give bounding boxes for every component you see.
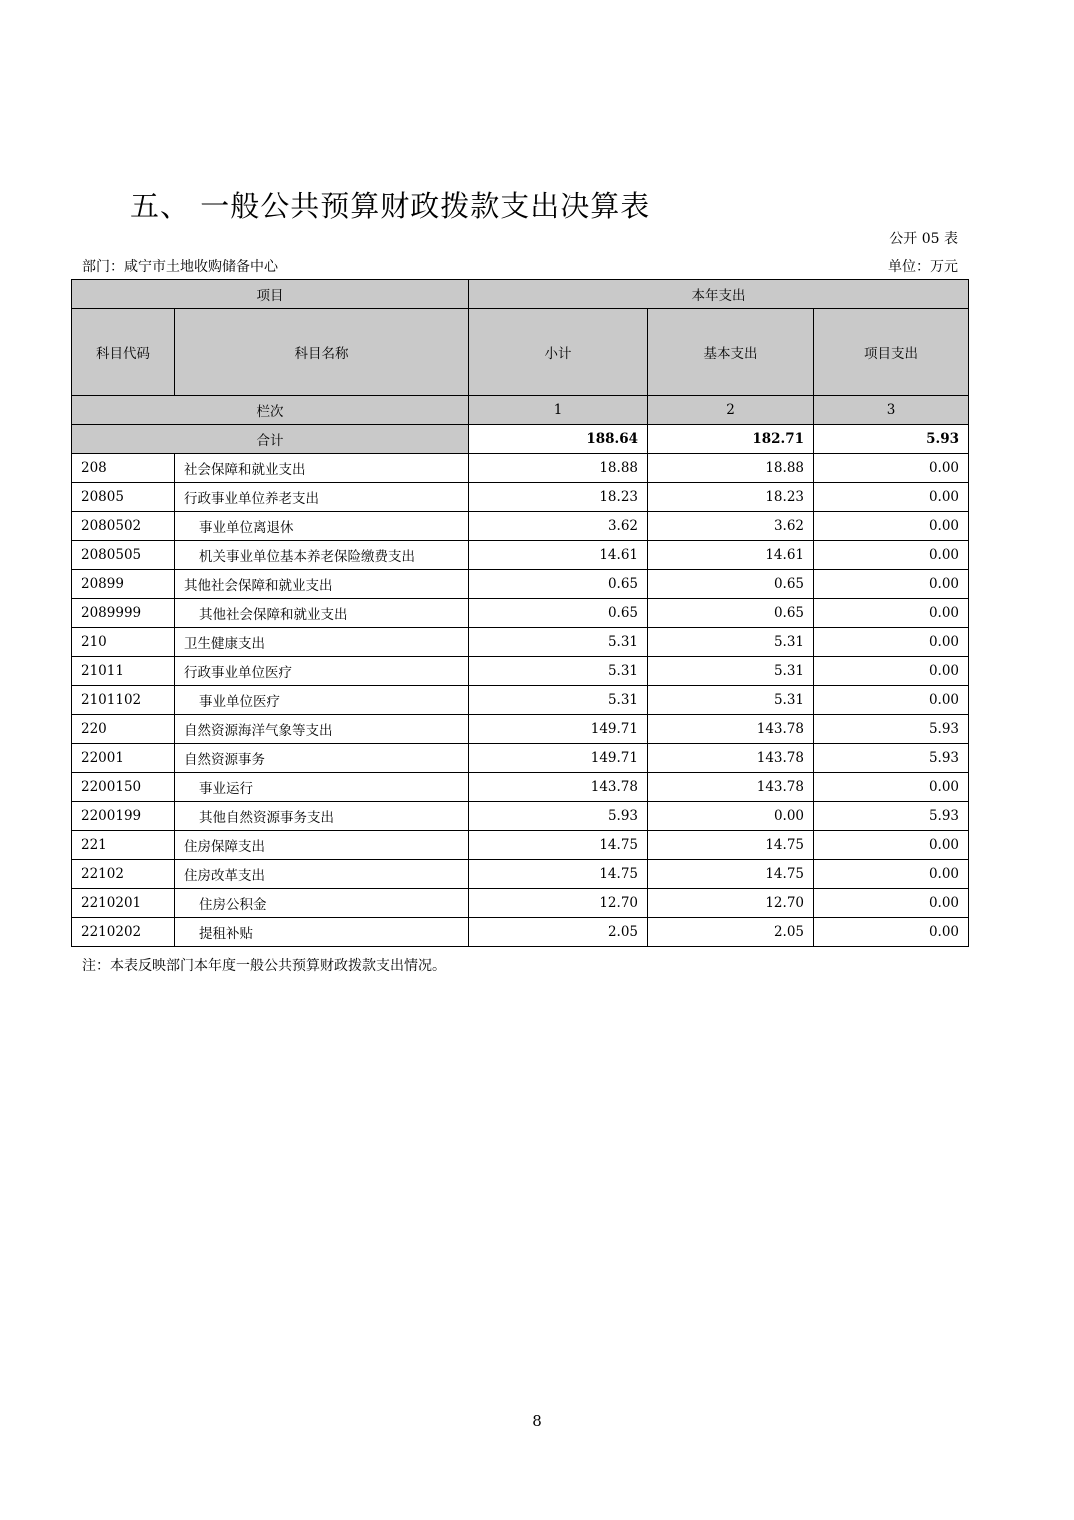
row-basic: 5.31: [648, 628, 814, 657]
row-code: 2080505: [72, 541, 175, 570]
row-project: 0.00: [814, 657, 969, 686]
row-subtotal: 18.23: [469, 483, 648, 512]
form-number: 公开 05 表: [889, 231, 958, 247]
row-project: 0.00: [814, 570, 969, 599]
row-project: 5.93: [814, 715, 969, 744]
row-subtotal: 18.88: [469, 454, 648, 483]
header-project: 项目: [72, 280, 469, 309]
row-project: 5.93: [814, 744, 969, 773]
row-name: 事业单位医疗: [175, 686, 469, 715]
column-2: 2: [648, 396, 814, 425]
total-basic: 182.71: [648, 425, 814, 454]
row-subtotal: 5.93: [469, 802, 648, 831]
total-row: [72, 425, 969, 454]
row-code: 220: [72, 715, 175, 744]
row-code: 22001: [72, 744, 175, 773]
table-row: [72, 715, 969, 744]
row-subtotal: 0.65: [469, 570, 648, 599]
row-subtotal: 149.71: [469, 744, 648, 773]
row-project: 0.00: [814, 831, 969, 860]
row-project: 0.00: [814, 686, 969, 715]
page-number: 8: [532, 1412, 542, 1430]
row-name: 行政事业单位医疗: [175, 657, 469, 686]
table-row: [72, 802, 969, 831]
row-basic: 14.61: [648, 541, 814, 570]
row-project: 5.93: [814, 802, 969, 831]
row-basic: 5.31: [648, 686, 814, 715]
row-code: 2200150: [72, 773, 175, 802]
row-name: 行政事业单位养老支出: [175, 483, 469, 512]
row-name: 其他自然资源事务支出: [175, 802, 469, 831]
row-project: 0.00: [814, 628, 969, 657]
row-code: 22102: [72, 860, 175, 889]
row-basic: 5.31: [648, 657, 814, 686]
header-row-2: [72, 309, 969, 396]
header-subtotal: 小计: [469, 309, 648, 396]
row-project: 0.00: [814, 773, 969, 802]
row-name: 住房公积金: [175, 889, 469, 918]
row-basic: 0.00: [648, 802, 814, 831]
row-name: 事业运行: [175, 773, 469, 802]
row-subtotal: 143.78: [469, 773, 648, 802]
department-label: 部门：咸宁市土地收购储备中心: [82, 259, 278, 275]
row-subtotal: 12.70: [469, 889, 648, 918]
header-code: 科目代码: [72, 309, 175, 396]
row-name: 社会保障和就业支出: [175, 454, 469, 483]
row-basic: 12.70: [648, 889, 814, 918]
row-name: 其他社会保障和就业支出: [175, 599, 469, 628]
row-code: 21011: [72, 657, 175, 686]
row-basic: 0.65: [648, 599, 814, 628]
row-name: 住房改革支出: [175, 860, 469, 889]
row-name: 住房保障支出: [175, 831, 469, 860]
column-label: 栏次: [72, 396, 469, 425]
row-project: 0.00: [814, 541, 969, 570]
total-subtotal: 188.64: [469, 425, 648, 454]
row-code: 20805: [72, 483, 175, 512]
row-name: 自然资源海洋气象等支出: [175, 715, 469, 744]
row-code: 2101102: [72, 686, 175, 715]
row-basic: 0.65: [648, 570, 814, 599]
table-row: [72, 773, 969, 802]
table-row: [72, 512, 969, 541]
row-name: 事业单位离退休: [175, 512, 469, 541]
row-project: 0.00: [814, 889, 969, 918]
header-name: 科目名称: [175, 309, 469, 396]
column-number-row: [72, 396, 969, 425]
row-subtotal: 5.31: [469, 628, 648, 657]
row-basic: 14.75: [648, 860, 814, 889]
row-basic: 143.78: [648, 715, 814, 744]
table-row: [72, 744, 969, 773]
row-subtotal: 5.31: [469, 686, 648, 715]
row-project: 0.00: [814, 860, 969, 889]
row-subtotal: 3.62: [469, 512, 648, 541]
row-code: 208: [72, 454, 175, 483]
row-subtotal: 14.61: [469, 541, 648, 570]
row-basic: 2.05: [648, 918, 814, 947]
table-row: [72, 454, 969, 483]
table-row: [72, 541, 969, 570]
column-3: 3: [814, 396, 969, 425]
table-row: [72, 570, 969, 599]
row-basic: 18.88: [648, 454, 814, 483]
table-row: [72, 918, 969, 947]
row-subtotal: 149.71: [469, 715, 648, 744]
row-subtotal: 14.75: [469, 831, 648, 860]
header-current-year: 本年支出: [469, 280, 969, 309]
row-project: 0.00: [814, 454, 969, 483]
row-code: 210: [72, 628, 175, 657]
table-row: [72, 860, 969, 889]
table-row: [72, 889, 969, 918]
row-subtotal: 14.75: [469, 860, 648, 889]
row-subtotal: 5.31: [469, 657, 648, 686]
row-name: 自然资源事务: [175, 744, 469, 773]
page-title: 五、 一般公共预算财政拨款支出决算表: [130, 189, 651, 223]
total-label: 合计: [72, 425, 469, 454]
row-code: 2200199: [72, 802, 175, 831]
row-name: 卫生健康支出: [175, 628, 469, 657]
budget-table: [71, 279, 969, 947]
row-basic: 143.78: [648, 744, 814, 773]
header-row-1: [72, 280, 969, 309]
row-project: 0.00: [814, 512, 969, 541]
row-code: 2089999: [72, 599, 175, 628]
row-basic: 18.23: [648, 483, 814, 512]
row-project: 0.00: [814, 599, 969, 628]
row-project: 0.00: [814, 483, 969, 512]
table-row: [72, 599, 969, 628]
row-code: 221: [72, 831, 175, 860]
table-row: [72, 657, 969, 686]
table-row: [72, 483, 969, 512]
row-code: 2080502: [72, 512, 175, 541]
row-code: 2210201: [72, 889, 175, 918]
table-row: [72, 686, 969, 715]
row-code: 20899: [72, 570, 175, 599]
header-basic: 基本支出: [648, 309, 814, 396]
row-subtotal: 2.05: [469, 918, 648, 947]
header-project-expense: 项目支出: [814, 309, 969, 396]
row-subtotal: 0.65: [469, 599, 648, 628]
row-basic: 14.75: [648, 831, 814, 860]
column-1: 1: [469, 396, 648, 425]
table-note: 注：本表反映部门本年度一般公共预算财政拨款支出情况。: [82, 958, 446, 974]
row-name: 提租补贴: [175, 918, 469, 947]
table-row: [72, 831, 969, 860]
table-row: [72, 628, 969, 657]
row-project: 0.00: [814, 918, 969, 947]
row-name: 机关事业单位基本养老保险缴费支出: [175, 541, 469, 570]
row-name: 其他社会保障和就业支出: [175, 570, 469, 599]
total-project: 5.93: [814, 425, 969, 454]
row-code: 2210202: [72, 918, 175, 947]
row-basic: 143.78: [648, 773, 814, 802]
unit-label: 单位：万元: [888, 259, 958, 275]
row-basic: 3.62: [648, 512, 814, 541]
